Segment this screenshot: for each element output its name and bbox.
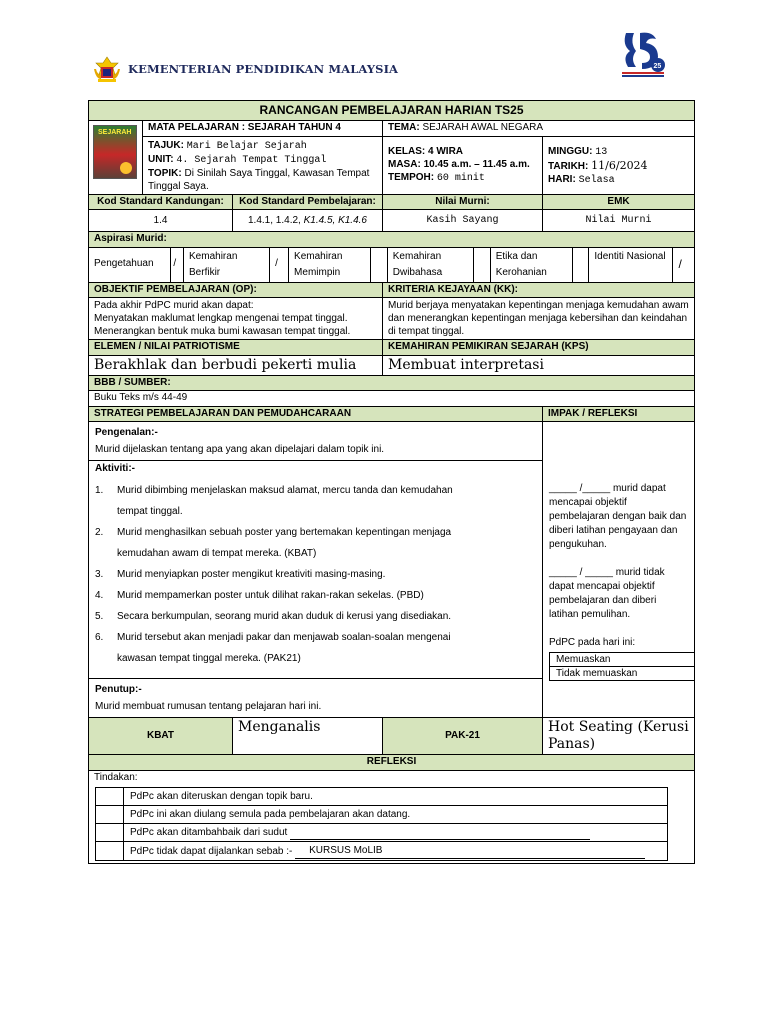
strategi-label: STRATEGI PEMBELAJARAN DAN PEMUDAHCARAAN bbox=[89, 406, 543, 422]
pengenalan-text: Murid dijelaskan tentang apa yang akan dipelajari dalam topik ini. bbox=[95, 444, 385, 455]
kps-value: Membuat interpretasi bbox=[383, 355, 695, 375]
impak-capai: _____ /_____ murid dapat mencapai objektif pembelajaran dengan baik dan diberi latihan pengayaan dan pengukuhan. bbox=[549, 483, 687, 550]
plan-title: RANCANGAN PEMBELAJARAN HARIAN TS25 bbox=[89, 101, 695, 121]
aspirasi-name: Kemahiran Dwibahasa bbox=[387, 248, 473, 282]
kod-kandungan-label: Kod Standard Kandungan: bbox=[89, 194, 233, 210]
impak-tidak-capai: _____ / _____ murid tidak dapat mencapai objektif pembelajaran dan diberi latihan pemulihan. bbox=[549, 567, 665, 620]
aspirasi-mark: / bbox=[270, 248, 289, 282]
textbook-cover-cell bbox=[89, 121, 143, 195]
aktiviti-item: 6. Murid tersebut akan menjadi pakar dan menjawab soalan-soalan mengenai bbox=[95, 631, 451, 643]
tindakan-checkbox[interactable] bbox=[96, 842, 124, 861]
penutup-block bbox=[89, 679, 542, 717]
kod-pembelajaran-label: Kod Standard Pembelajaran: bbox=[233, 194, 383, 210]
ministry-name: KEMENTERIAN PENDIDIKAN MALAYSIA bbox=[128, 62, 399, 76]
page-header bbox=[0, 0, 768, 98]
aktiviti-item: 5. Secara berkumpulan, seorang murid akan duduk di kerusi yang disediakan. bbox=[95, 610, 452, 622]
tindakan-list bbox=[95, 787, 668, 861]
masa-value: 10.45 a.m. – 11.45 a.m. bbox=[423, 158, 530, 170]
tindakan-label: Tindakan: bbox=[94, 771, 138, 783]
aktiviti-item: kemudahan awam di tempat mereka. (KBAT) bbox=[117, 547, 317, 559]
tajuk-label: TAJUK: bbox=[148, 139, 184, 151]
tindakan-item bbox=[124, 824, 668, 842]
ts25-logo-icon bbox=[618, 27, 668, 79]
unit-value: 4. Sejarah Tempat Tinggal bbox=[176, 154, 327, 166]
pdpc-option: Tidak memuaskan bbox=[550, 667, 695, 681]
malaysia-crest-icon bbox=[92, 55, 122, 83]
topik-label: TOPIK: bbox=[148, 167, 182, 179]
aspirasi-name: Identiti Nasional bbox=[589, 248, 673, 282]
penutup-label: Penutup:- bbox=[95, 684, 142, 695]
aspirasi-name: Kemahiran Memimpin bbox=[289, 248, 371, 282]
aktiviti-item: kawasan tempat tinggal mereka. (PAK21) bbox=[117, 652, 301, 664]
impak-body bbox=[543, 422, 695, 718]
refleksi-body bbox=[89, 770, 695, 864]
aspirasi-mark bbox=[572, 248, 589, 282]
tindakan-blank[interactable] bbox=[290, 839, 590, 840]
hari-label: HARI: bbox=[548, 173, 576, 185]
tindakan-item: PdPc akan diteruskan dengan topik baru. bbox=[124, 788, 668, 806]
kriteria-text: Murid berjaya menyatakan kepentingan menjaga kemudahan awam dan menerangkan kepentingan menjaga kebersihan dan keindahan di tempat tinggal. bbox=[383, 298, 695, 340]
aktiviti-item: 2. Murid menghasilkan sebuah poster yang bertemakan kepentingan menjaga bbox=[95, 526, 452, 538]
sebab-value[interactable]: KURSUS MoLIB bbox=[295, 843, 645, 859]
aspirasi-row bbox=[89, 247, 695, 282]
aspirasi-table bbox=[89, 248, 694, 282]
impak-label: IMPAK / REFLEKSI bbox=[543, 406, 695, 422]
aktiviti-item: tempat tinggal. bbox=[117, 505, 183, 517]
tempoh-value: 60 minit bbox=[436, 172, 485, 184]
textbook-cover-title: SEJARAH bbox=[98, 129, 132, 136]
tema-value: SEJARAH AWAL NEGARA bbox=[422, 122, 544, 133]
aktiviti-item: 4. Murid mempamerkan poster untuk dilihat rakan-rakan sekelas. (PBD) bbox=[95, 589, 424, 601]
tempoh-label: TEMPOH: bbox=[388, 171, 435, 183]
lesson-plan bbox=[88, 100, 694, 864]
aspirasi-mark bbox=[370, 248, 387, 282]
tarikh-value: 11/6/2024 bbox=[591, 158, 648, 172]
kps-label: KEMAHIRAN PEMIKIRAN SEJARAH (KPS) bbox=[383, 340, 695, 356]
aktiviti-item: 3. Murid menyiapkan poster mengikut kreativiti masing-masing. bbox=[95, 568, 386, 580]
pengenalan-label: Pengenalan:- bbox=[95, 427, 158, 438]
pdpc-options bbox=[549, 652, 695, 681]
tarikh-label: TARIKH: bbox=[548, 160, 589, 172]
tindakan-text: PdPc akan ditambahbaik dari sudut bbox=[130, 827, 288, 838]
elemen-value: Berakhlak dan berbudi pekerti mulia bbox=[89, 355, 383, 375]
emk-label: EMK bbox=[543, 194, 695, 210]
kod-kandungan-value: 1.4 bbox=[89, 210, 233, 232]
tindakan-checkbox[interactable] bbox=[96, 788, 124, 806]
emk-value: Nilai Murni bbox=[543, 210, 695, 232]
objektif-label: OBJEKTIF PEMBELAJARAN (OP): bbox=[89, 282, 383, 298]
aktiviti-item: 1. Murid dibimbing menjelaskan maksud alamat, mercu tanda dan kemudahan bbox=[95, 484, 453, 496]
aspirasi-mark: / bbox=[678, 257, 682, 271]
pengenalan-block bbox=[89, 422, 542, 461]
masa-label: MASA: bbox=[388, 158, 421, 170]
aktiviti-label: Aktiviti:- bbox=[95, 463, 135, 474]
objektif-line: Menyatakan maklumat lengkap mengenai tempat tinggal. bbox=[94, 313, 348, 324]
kelas-value: 4 WIRA bbox=[428, 145, 464, 157]
minggu-tarikh-hari bbox=[543, 136, 695, 194]
aktiviti-list bbox=[95, 480, 536, 669]
minggu-label: MINGGU: bbox=[548, 145, 593, 157]
tindakan-text: PdPc tidak dapat dijalankan sebab :- bbox=[130, 846, 293, 857]
kod-pembelajaran-italic: K1.4.5, K1.4.6 bbox=[303, 215, 367, 226]
pak21-label: PAK-21 bbox=[383, 718, 543, 755]
objektif-text bbox=[89, 298, 383, 340]
tindakan-item: PdPc ini akan diulang semula pada pembelajaran akan datang. bbox=[124, 806, 668, 824]
nilai-murni-value: Kasih Sayang bbox=[383, 210, 543, 232]
hari-value: Selasa bbox=[578, 174, 615, 186]
bbb-value: Buku Teks m/s 44-49 bbox=[89, 391, 695, 407]
aspirasi-label: Aspirasi Murid: bbox=[89, 232, 695, 248]
tindakan-checkbox[interactable] bbox=[96, 824, 124, 842]
aspirasi-name: Etika dan Kerohanian bbox=[490, 248, 572, 282]
aspirasi-name: Kemahiran Berfikir bbox=[184, 248, 270, 282]
kbat-label: KBAT bbox=[89, 718, 233, 755]
bbb-label: BBB / SUMBER: bbox=[89, 375, 695, 391]
kod-pembelajaran-value bbox=[233, 210, 383, 232]
topik-value: Di Sinilah Saya Tinggal, Kawasan Tempat Tinggal Saya. bbox=[148, 167, 370, 192]
pdpc-label: PdPC pada hari ini: bbox=[549, 637, 636, 648]
unit-label: UNIT: bbox=[148, 153, 174, 165]
tema-label: TEMA: bbox=[388, 122, 420, 133]
tindakan-checkbox[interactable] bbox=[96, 806, 124, 824]
strategi-body bbox=[89, 422, 543, 718]
aspirasi-mark bbox=[473, 248, 490, 282]
objektif-line: Pada akhir PdPC murid akan dapat: bbox=[94, 300, 254, 311]
svg-text:25: 25 bbox=[653, 63, 662, 70]
elemen-label: ELEMEN / NILAI PATRIOTISME bbox=[89, 340, 383, 356]
pdpc-option: Memuaskan bbox=[550, 653, 695, 667]
nilai-murni-label: Nilai Murni: bbox=[383, 194, 543, 210]
refleksi-label: REFLEKSI bbox=[89, 755, 695, 771]
penutup-text: Murid membuat rumusan tentang pelajaran hari ini. bbox=[95, 701, 322, 712]
kod-pembelajaran-plain: 1.4.1, 1.4.2, bbox=[248, 215, 304, 226]
kriteria-label: KRITERIA KEJAYAAN (KK): bbox=[383, 282, 695, 298]
mata-pelajaran: MATA PELAJARAN : SEJARAH TAHUN 4 bbox=[143, 121, 383, 137]
kelas-label: KELAS: bbox=[388, 145, 426, 157]
tajuk-value: Mari Belajar Sejarah bbox=[186, 140, 307, 152]
tindakan-item bbox=[124, 842, 668, 861]
pak21-value: Hot Seating (Kerusi Panas) bbox=[543, 718, 695, 755]
aspirasi-mark: / bbox=[171, 248, 184, 282]
textbook-cover-image bbox=[93, 125, 137, 179]
minggu-value: 13 bbox=[595, 146, 608, 158]
lesson-plan-table bbox=[88, 100, 695, 864]
kbat-value: Menganalis bbox=[233, 718, 383, 755]
kelas-masa-tempoh bbox=[383, 136, 543, 194]
aspirasi-name: Pengetahuan bbox=[94, 258, 154, 270]
tajuk-unit-topik bbox=[143, 136, 383, 194]
objektif-line: Menerangkan bentuk muka bumi kawasan tempat tinggal. bbox=[94, 326, 351, 337]
tema-cell bbox=[383, 121, 695, 137]
aktiviti-block bbox=[89, 461, 542, 679]
